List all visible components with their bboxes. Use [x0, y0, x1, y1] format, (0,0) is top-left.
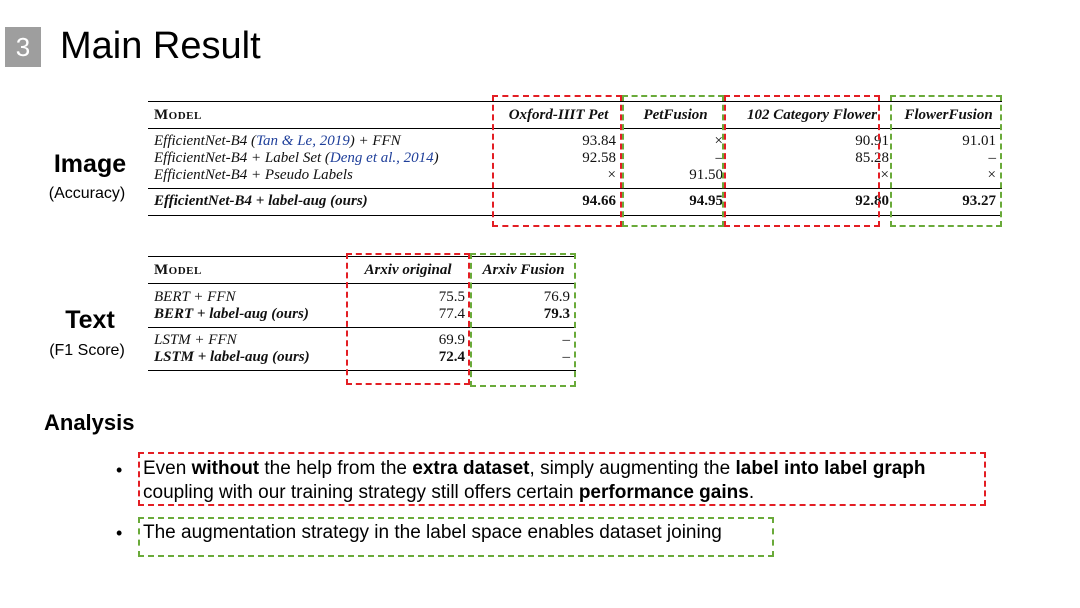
- col-header-arxiv-fusion: Arxiv Fusion: [471, 257, 576, 284]
- cell: –: [715, 150, 723, 166]
- slide-number-badge: 3: [5, 27, 41, 67]
- cell: ×: [607, 167, 616, 183]
- cell: 93.27: [895, 188, 1002, 215]
- analysis-bullet-2: The augmentation strategy in the label space enables dataset joining: [143, 522, 722, 543]
- text-section-subheading: (F1 Score): [49, 342, 125, 359]
- model-name: EfficientNet-B4 (Tan & Le, 2019) + FFN: [154, 133, 401, 149]
- cell: 75.5: [438, 289, 465, 305]
- bullet-marker: •: [116, 523, 123, 543]
- image-section-subheading: (Accuracy): [48, 185, 126, 202]
- highlight-box-petfusion: [622, 95, 724, 227]
- col-header-flowerfusion: FlowerFusion: [895, 102, 1002, 129]
- cell: 91.50: [689, 167, 723, 183]
- model-name: LSTM + label-aug (ours): [148, 349, 345, 371]
- analysis-heading: Analysis: [44, 410, 135, 435]
- col-header-arxiv-original: Arxiv original: [345, 257, 471, 284]
- cell: 90.91: [855, 133, 889, 149]
- cell: 85.28: [855, 150, 889, 166]
- cell: 69.9: [345, 328, 471, 350]
- col-header-flower: 102 Category Flower: [729, 102, 895, 129]
- analysis-bullet-1: Even without the help from the extra dataset, simply augmenting the label into label graph coupling with our training strategy still offers certain performance gains.: [143, 458, 926, 503]
- highlight-box-bullet-2: [138, 517, 774, 557]
- cell: –: [471, 349, 576, 371]
- cell: ×: [880, 167, 889, 183]
- cell: 76.9: [543, 289, 570, 305]
- cell: 92.58: [582, 150, 616, 166]
- highlight-box-flower: [724, 95, 880, 227]
- model-name: EfficientNet-B4 + Label Set (Deng et al., 2014): [154, 150, 439, 166]
- col-header-model: Model: [148, 102, 495, 129]
- col-header-petfusion: PetFusion: [622, 102, 729, 129]
- cell: 92.80: [729, 188, 895, 215]
- image-section-heading: Image: [53, 150, 127, 178]
- col-header-model: Model: [148, 257, 345, 284]
- cell: 94.66: [495, 188, 622, 215]
- text-section-heading: Text: [65, 306, 115, 334]
- cell: 79.3: [543, 306, 570, 322]
- model-name: BERT + FFN: [154, 289, 236, 305]
- cell: –: [471, 328, 576, 350]
- col-header-oxford-pet: Oxford-IIIT Pet: [495, 102, 622, 129]
- bullet-marker: •: [116, 460, 123, 480]
- model-name: EfficientNet-B4 + label-aug (ours): [148, 188, 495, 215]
- cell: 91.01: [962, 133, 996, 149]
- cell: 72.4: [345, 349, 471, 371]
- highlight-box-bullet-1: [138, 452, 986, 506]
- cell: –: [988, 150, 996, 166]
- cell: ×: [987, 167, 996, 183]
- cell: 93.84: [582, 133, 616, 149]
- slide-title: Main Result: [60, 25, 261, 67]
- model-name: BERT + label-aug (ours): [154, 306, 309, 322]
- highlight-box-oxford: [492, 95, 622, 227]
- highlight-box-arxiv-fusion: [470, 253, 576, 387]
- highlight-box-arxiv-original: [346, 253, 470, 385]
- cell: 77.4: [438, 306, 465, 322]
- cell: ×: [714, 133, 723, 149]
- model-name: LSTM + FFN: [148, 328, 345, 350]
- cell: 94.95: [622, 188, 729, 215]
- model-name: EfficientNet-B4 + Pseudo Labels: [154, 167, 353, 183]
- highlight-box-flowerfusion: [890, 95, 1002, 227]
